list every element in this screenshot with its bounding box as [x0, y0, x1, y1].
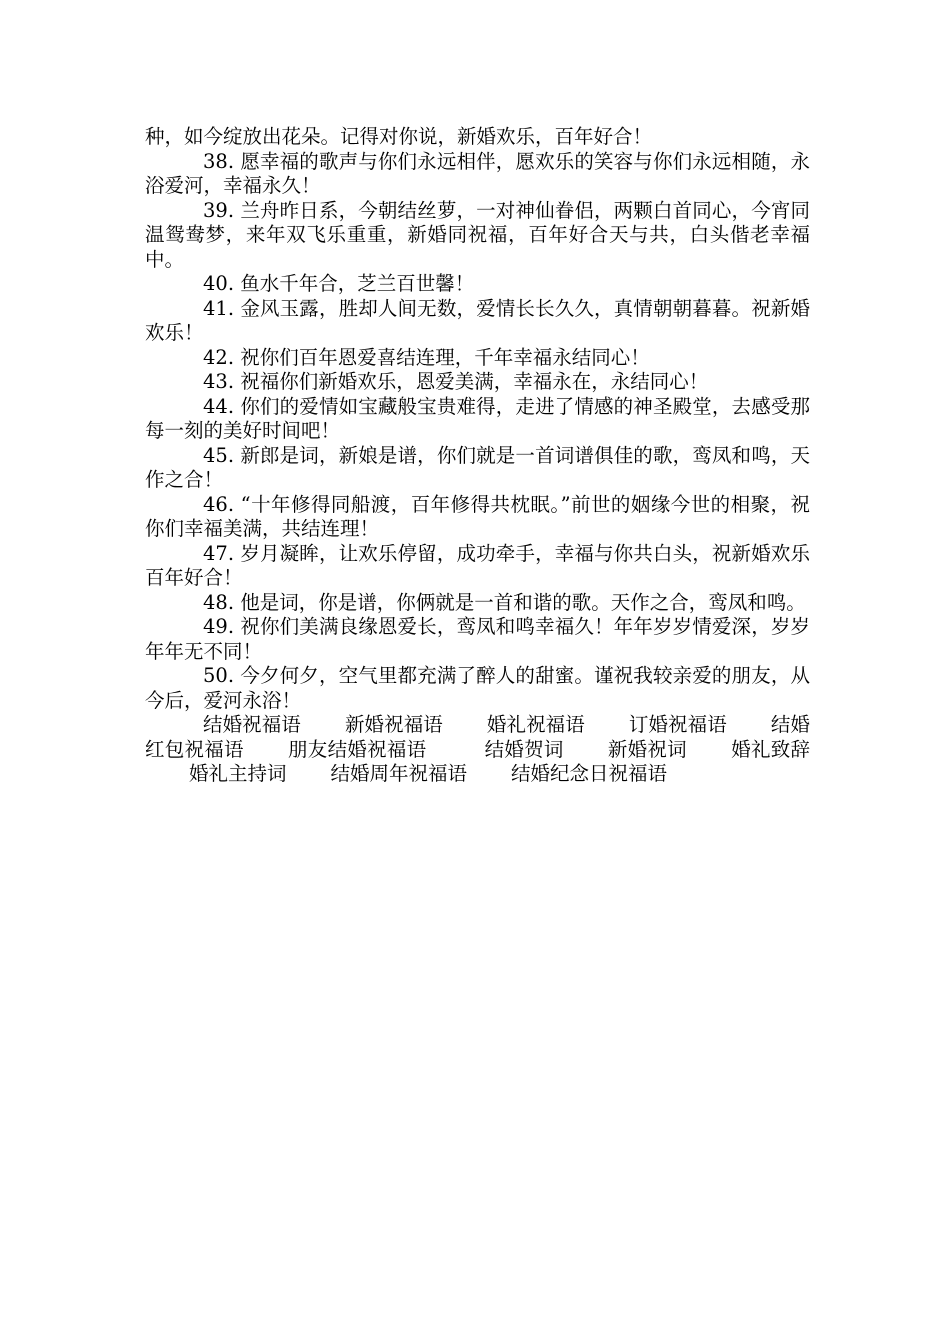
document-body — [145, 125, 810, 787]
paragraph: 41. 金风玉露，胜却人间无数，爱情长长久久，真情朝朝暮暮。祝新婚欢乐！ — [145, 296, 810, 344]
related-link[interactable]: 订婚祝福语 — [628, 713, 727, 736]
related-link[interactable]: 朋友结婚祝福语 — [287, 737, 427, 761]
related-link[interactable]: 结婚红包祝福语 — [145, 713, 810, 761]
paragraph: 39. 兰舟昨日系，今朝结丝萝，一对神仙眷侣，两颗白首同心，今宵同温鸳鸯梦，来年双飞乐重重，新婚同祝福，百年好合天与共，白头偕老幸福中。 — [145, 198, 810, 271]
paragraph: 种，如今绽放出花朵。记得对你说，新婚欢乐，百年好合！ — [145, 125, 653, 148]
related-link[interactable]: 新婚祝福语 — [344, 713, 443, 736]
related-link[interactable]: 结婚周年祝福语 — [330, 762, 468, 785]
related-link[interactable]: 婚礼致辞 — [730, 737, 810, 761]
related-link[interactable]: 结婚纪念日祝福语 — [511, 762, 668, 785]
related-link[interactable]: 新婚祝词 — [607, 737, 687, 761]
paragraph: 40. 鱼水千年合，芝兰百世馨！ — [203, 272, 475, 295]
paragraph: 50. 今夕何夕，空气里都充满了醉人的甜蜜。谨祝我较亲爱的朋友，从今后，爱河永浴！ — [145, 664, 810, 712]
related-link[interactable]: 结婚贺词 — [484, 737, 564, 761]
paragraph: 38. 愿幸福的歌声与你们永远相伴，愿欢乐的笑容与你们永远相随，永浴爱河，幸福永久！ — [145, 149, 810, 197]
paragraph: 49. 祝你们美满良缘恩爱长，鸾凤和鸣幸福久！年年岁岁情爱深，岁岁年年无不同！ — [145, 615, 810, 663]
paragraph: 48. 他是词，你是谱，你俩就是一首和谐的歌。天作之合，鸾凤和鸣。 — [203, 590, 806, 614]
related-link[interactable]: 结婚祝福语 — [203, 713, 301, 736]
paragraph: 44. 你们的爱情如宝藏般宝贵难得，走进了情感的神圣殿堂，去感受那每一刻的美好时间吧！ — [145, 394, 810, 442]
related-links — [145, 713, 810, 787]
related-link[interactable]: 婚礼主持词 — [189, 762, 287, 785]
paragraph: 43. 祝福你们新婚欢乐，恩爱美满，幸福永在，永结同心！ — [203, 370, 709, 393]
paragraph: 47. 岁月凝眸，让欢乐停留，成功牵手，幸福与你共白头，祝新婚欢乐百年好合！ — [145, 541, 810, 589]
paragraph: 46. “十年修得同船渡，百年修得共枕眠。”前世的姻缘今世的相聚，祝你们幸福美满，共结连理！ — [145, 492, 810, 540]
related-link[interactable]: 婚礼祝福语 — [486, 713, 585, 736]
paragraph: 42. 祝你们百年恩爱喜结连理，千年幸福永结同心！ — [203, 345, 650, 369]
paragraph: 45. 新郎是词，新娘是谱，你们就是一首词谱俱佳的歌，鸾凤和鸣，天作之合！ — [145, 443, 810, 491]
